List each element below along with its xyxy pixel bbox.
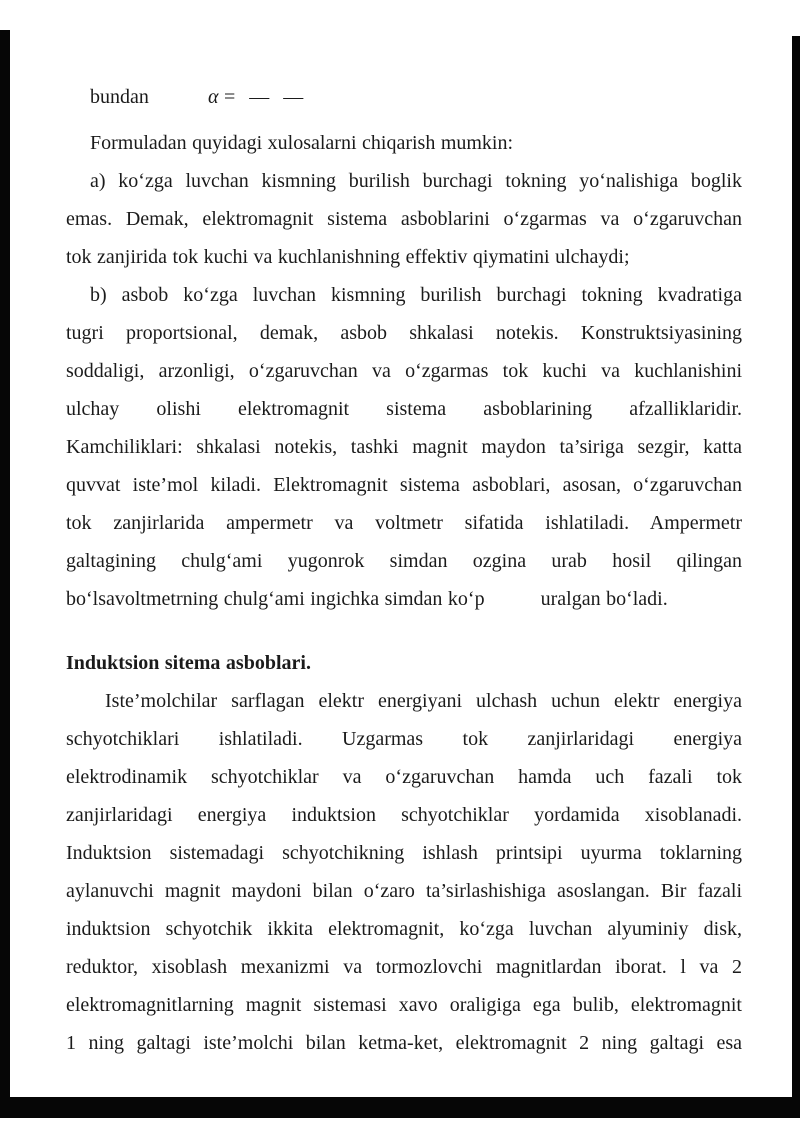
paragraph-induktsion xyxy=(66,682,742,1062)
text-line: Iste’molchilar sarflagan elektr energiyani ulchash uchun elektr energiya xyxy=(105,690,742,712)
text-line: Induktsion sistemadagi schyotchikning ishlash printsipi uyurma toklarning xyxy=(66,842,742,864)
paragraph-b xyxy=(66,276,742,618)
text-line: 1 ning galtagi iste’molchi bilan ketma-ket, elektromagnit 2 ning galtagi esa xyxy=(66,1032,742,1054)
text-line xyxy=(66,580,742,618)
fraction-bars: = — — xyxy=(224,86,305,108)
text-line: emas. Demak, elektromagnit sistema asboblarini oʻzgarmas va oʻzgaruvchan xyxy=(66,208,742,230)
text-segment: boʻlsavoltmetrning chulgʻami ingichka simdan koʻp xyxy=(66,588,485,610)
section-heading: Induktsion sitema asboblari. xyxy=(66,652,311,674)
formula-intro: bundan xyxy=(90,86,149,108)
text-line: soddaligi, arzonligi, oʻzgaruvchan va oʻzgarmas tok kuchi va kuchlanishini xyxy=(66,360,742,382)
text-line: Kamchiliklari: shkalasi notekis, tashki magnit maydon ta’siriga sezgir, katta xyxy=(66,436,742,458)
text-line: ulchay olishi elektromagnit sistema asboblarining afzalliklaridir. xyxy=(66,398,742,420)
scan-edge-bottom xyxy=(0,1097,800,1118)
text-line: a) koʻzga luvchan kismning burilish burchagi tokning yoʻnalishiga boglik xyxy=(90,170,742,192)
formula-expression xyxy=(208,78,304,116)
alpha-symbol: α xyxy=(208,86,219,108)
text-line: tugri proportsional, demak, asbob shkalasi notekis. Konstruktsiyasining xyxy=(66,322,742,344)
text-line: induktsion schyotchik ikkita elektromagnit, koʻzga luvchan alyuminiy disk, xyxy=(66,918,742,940)
text-line: schyotchiklari ishlatiladi. Uzgarmas tok zanjirlaridagi energiya xyxy=(66,728,742,750)
text-line: galtagining chulgʻami yugonrok simdan ozgina urab hosil qilingan xyxy=(66,550,742,572)
page-text-block xyxy=(66,0,742,1062)
paragraph-a xyxy=(66,162,742,276)
text-line: zanjirlaridagi energiya induktsion schyotchiklar yordamida xisoblanadi. xyxy=(66,804,742,826)
intro-sentence: Formuladan quyidagi xulosalarni chiqarish mumkin: xyxy=(90,132,514,154)
text-line: elektromagnitlarning magnit sistemasi xavo oraligiga ega bulib, elektromagnit xyxy=(66,994,742,1016)
scan-edge-left xyxy=(0,30,10,1118)
text-line: elektrodinamik schyotchiklar va oʻzgaruvchan hamda uch fazali tok xyxy=(66,766,742,788)
text-line: reduktor, xisoblash mexanizmi va tormozlovchi magnitlardan iborat. l va 2 xyxy=(66,956,742,978)
text-line: tok zanjirlarida ampermetr va voltmetr sifatida ishlatiladi. Ampermetr xyxy=(66,512,742,534)
text-segment: uralgan boʻladi. xyxy=(540,588,668,610)
text-line: quvvat iste’mol kiladi. Elektromagnit sistema asboblari, asosan, oʻzgaruvchan xyxy=(66,474,742,496)
formula-line xyxy=(66,78,742,116)
text-line: b) asbob koʻzga luvchan kismning burilish burchagi tokning kvadratiga xyxy=(90,284,742,306)
text-line: aylanuvchi magnit maydoni bilan oʻzaro ta’sirlashishiga asoslangan. Bir fazali xyxy=(66,880,742,902)
scan-edge-right xyxy=(792,36,800,1118)
text-line: tok zanjirida tok kuchi va kuchlanishning effektiv qiymatini ulchaydi; xyxy=(66,246,630,268)
